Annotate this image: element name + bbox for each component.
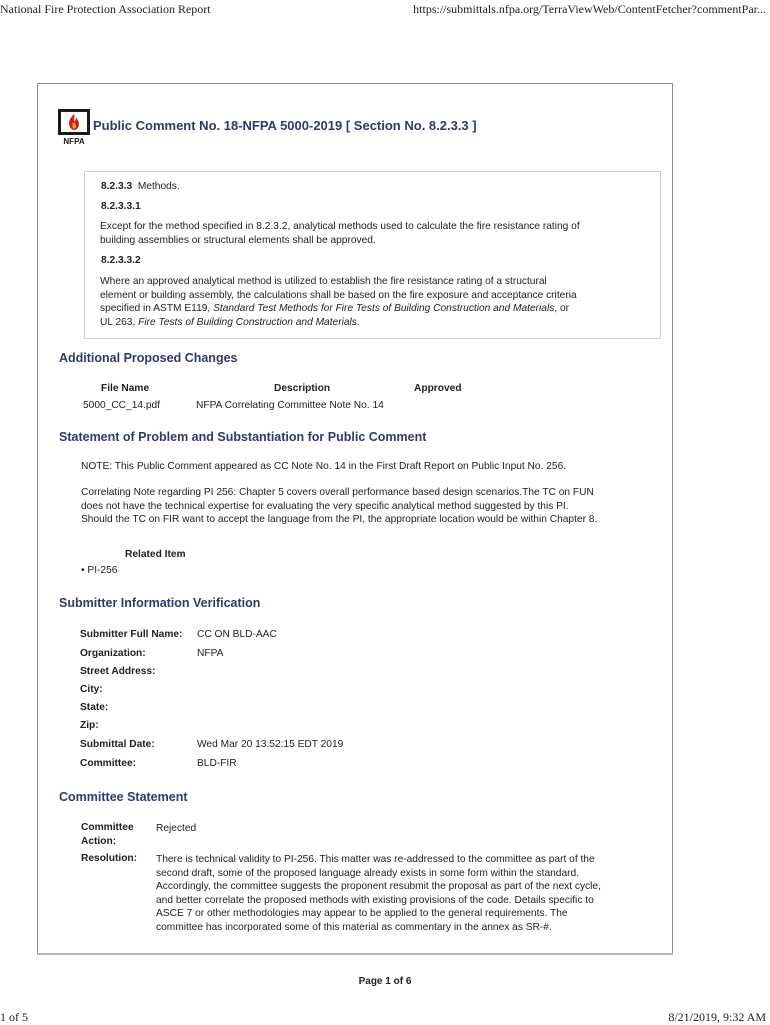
nfpa-logo-text: NFPA bbox=[63, 137, 85, 146]
additional-changes-heading: Additional Proposed Changes bbox=[59, 351, 238, 365]
section-body-line: element or building assembly, the calculations shall be based on the fire exposure and acceptance criteria bbox=[100, 290, 577, 301]
resolution-line: and better correlate the proposed methods with existing provisions of the code. Details specific to bbox=[156, 895, 594, 906]
committee-statement-heading: Committee Statement bbox=[59, 790, 188, 804]
print-footer-timestamp: 8/21/2019, 9:32 AM bbox=[668, 1010, 766, 1024]
standard-title: Standard Test Methods for Fire Tests of Building Construction and Materials bbox=[213, 303, 555, 314]
statement-note: NOTE: This Public Comment appeared as CC Note No. 14 in the First Draft Report on Public Input No. 256. bbox=[81, 461, 567, 472]
organization-label: Organization: bbox=[80, 648, 146, 659]
resolution-line: Accordingly, the committee suggests the proponent resubmit the proposal as part of the next cycle, bbox=[156, 881, 601, 892]
report-frame-shadow bbox=[37, 953, 673, 955]
committee-label: Committee: bbox=[80, 758, 137, 769]
page-title: Public Comment No. 18-NFPA 5000-2019 [ Section No. 8.2.3.3 ] bbox=[93, 118, 477, 133]
submittal-date-value: Wed Mar 20 13:52:15 EDT 2019 bbox=[197, 739, 344, 750]
resolution-label: Resolution: bbox=[81, 853, 138, 864]
print-header-title: National Fire Protection Association Report bbox=[0, 2, 211, 16]
column-header-description: Description bbox=[274, 383, 331, 394]
section-number: 8.2.3.3 bbox=[101, 181, 133, 192]
organization-value: NFPA bbox=[197, 648, 224, 659]
attachment-file-link[interactable]: 5000_CC_14.pdf bbox=[83, 400, 161, 411]
print-header-url: https://submittals.nfpa.org/TerraViewWeb/ContentFetcher?commentPar... bbox=[413, 2, 766, 16]
page-number-label: Page 1 of 6 bbox=[358, 976, 412, 987]
submittal-date-label: Submittal Date: bbox=[80, 739, 155, 750]
section-body-line: specified in ASTM E119, Standard Test Methods for Fire Tests of Building Construction and Materials, or bbox=[100, 303, 570, 314]
resolution-line: second draft, some of the proposed language already exists in some form within the standard. bbox=[156, 868, 580, 879]
resolution-line: committee has incorporated some of this material as commentary in the annex as SR-#. bbox=[156, 922, 552, 933]
statement-heading: Statement of Problem and Substantiation for Public Comment bbox=[59, 430, 427, 444]
section-body-line: Except for the method specified in 8.2.3.2, analytical methods used to calculate the fire resistance rating of bbox=[100, 221, 580, 232]
city-label: City: bbox=[80, 684, 103, 695]
related-item-heading: Related Item bbox=[125, 549, 186, 560]
section-number: 8.2.3.3.2 bbox=[101, 255, 141, 266]
column-header-file-name: File Name bbox=[101, 383, 150, 394]
committee-action-value: Rejected bbox=[156, 823, 197, 834]
section-8-2-3-3 bbox=[101, 180, 180, 194]
column-header-approved: Approved bbox=[414, 383, 462, 394]
section-body-line: UL 263, Fire Tests of Building Construction and Materials. bbox=[100, 317, 360, 328]
nfpa-flame-logo-icon bbox=[57, 108, 91, 146]
nfpa-logo bbox=[57, 108, 91, 146]
section-body-line: building assemblies or structural elements shall be approved. bbox=[100, 235, 376, 246]
submitter-heading: Submitter Information Verification bbox=[59, 596, 261, 610]
statement-body-line: does not have the technical expertise for evaluating the very specific analytical method suggested by this PI. bbox=[81, 501, 569, 512]
committee-action-label: Action: bbox=[81, 836, 117, 847]
statement-body-line: Correlating Note regarding PI 256: Chapter 5 covers overall performance based design scenarios.The TC on FUN bbox=[81, 487, 594, 498]
zip-label: Zip: bbox=[80, 720, 99, 731]
section-title: Methods. bbox=[137, 181, 180, 192]
street-address-label: Street Address: bbox=[80, 666, 156, 677]
resolution-line: There is technical validity to PI-256. This matter was re-addressed to the committee as part of the bbox=[156, 854, 595, 865]
print-footer-page-count: 1 of 5 bbox=[0, 1010, 28, 1024]
committee-action-label: Committee bbox=[81, 822, 134, 833]
resolution-line: ASCE 7 or other methodologies may appear to be applied to the general requirements. The bbox=[156, 908, 568, 919]
committee-value: BLD-FIR bbox=[197, 758, 237, 769]
submitter-full-name-value: CC ON BLD-AAC bbox=[197, 629, 277, 640]
standard-title: Fire Tests of Building Construction and Materials bbox=[138, 317, 357, 328]
state-label: State: bbox=[80, 702, 109, 713]
related-item-link[interactable]: • PI-256 bbox=[81, 565, 118, 576]
section-number: 8.2.3.3.1 bbox=[101, 201, 141, 212]
submitter-full-name-label: Submitter Full Name: bbox=[80, 629, 183, 640]
statement-body-line: Should the TC on FIR want to accept the language from the PI, the appropriate location would be within Chapter 8. bbox=[81, 514, 598, 525]
section-body-line: Where an approved analytical method is utilized to establish the fire resistance rating of a structural bbox=[100, 276, 547, 287]
attachment-description: NFPA Correlating Committee Note No. 14 bbox=[196, 400, 384, 411]
